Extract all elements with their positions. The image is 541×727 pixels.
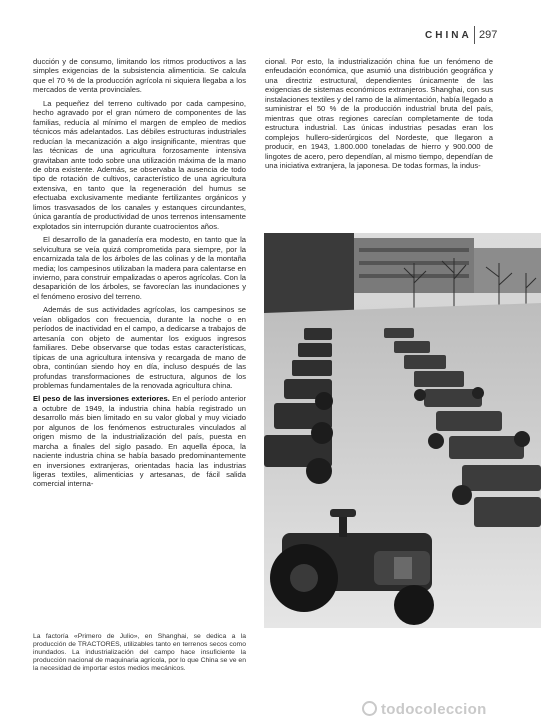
right-text-column — [265, 57, 493, 174]
watermark-text: todocoleccion — [381, 701, 487, 718]
subsection-heading: El peso de las inversiones exteriores. — [33, 394, 170, 404]
watermark-logo-icon — [362, 701, 377, 716]
paragraph: ducción y de consumo, limitando los ritmos productivos a las simples exigencias de la subsistencia alimenticia. Se calcula que el 70 % de la producción agrícola ni siquiera llegaba a los mercados de venta provinciales. — [33, 57, 246, 95]
watermark — [362, 701, 487, 718]
header-divider — [474, 26, 475, 44]
page-number: 297 — [479, 29, 498, 41]
section-title: CHINA — [425, 30, 472, 41]
subsection-paragraph — [33, 394, 246, 489]
page-header — [265, 26, 505, 48]
paragraph: cional. Por esto, la industrialización china fue un fenómeno de enfeudación económica, que asumió una distribución geográfica y una directriz estructural, dependientes únicamente de las exigencias de sistemas económicos extranjeros. Shanghai, con sus instalaciones textiles y del ramo de la alimentación, había llegado a suministrar el 50 % de la producción industrial bruta del país, mientras que otras regiones carecían completamente de toda estructura industrial. Las únicas industrias pesadas eran los complejos hullero-siderúrgicos del Nordeste, que llegaron a producir, en 1943, 1.800.000 toneladas de hierro y 900.000 de lingotes de acero, pero dependían, al mismo tiempo, dependían de una iniciativa extranjera, la japonesa. De todas formas, la indus- — [265, 57, 493, 170]
subsection-text: En el período anterior a octubre de 1949, la industria china había registrado un desarrollo más bien limitado en su valor global y muy viciado por algunos de los fenómenos estructurales vinculados al origen mismo de la industrialización del país, puesta en marcha a finales del siglo pasado. En aquella época, la naciente industria china se había basado predominantemente en inversiones extranjeras, orientadas hacia las industrias ligeras textiles, alimenticias y artesanas, de fácil salida comercial interna- — [33, 394, 246, 489]
left-text-column — [33, 57, 246, 493]
paragraph: La pequeñez del terreno cultivado por cada campesino, hecho agravado por el gran número de componentes de las familias, reducía al mínimo el margen de empleo de medios técnicos más adelantados. Las débiles estructuras industriales reducían la mecanización a algo insignificante, mientras que las técnicas de una agricultura forzosamente intensiva gravitaban ante todo sobre una utilización máxima de la mano de obra existente. Además, se observaba la ausencia de todo tipo de rotación de cultivos, característico de una agricultura extensiva, en tanto que la regeneración del humus se efectuaba exclusivamente mediante fertilizantes orgánicos y limos trasvasados de los canales y estanques circundantes, única garantía de productividad de unos terrenos intensamente explotados sin interrupción durante cuatrocientos años. — [33, 98, 246, 231]
paragraph: El desarrollo de la ganadería era modesto, en tanto que la selvicultura se veía quizá comprometida para siempre, por la encarnizada tala de los árboles de las colinas y de la montaña media; los campesinos utilizaban la madera para calentarse en invierno, para construir empalizadas o aperos agrícolas. Con la desaparición de los árboles, se favorecían las inundaciones y el fenómeno erosivo del terreno. — [33, 235, 246, 301]
tractor-factory-photo — [264, 233, 541, 628]
photo-caption: La factoría «Primero de Julio», en Shanghai, se dedica a la producción de TRACTORES, utilizables tanto en terrenos secos como inundados. La industrialización del campo hace insuficiente la producción nacional de maquinaria agrícola, por lo que China se ve en la necesidad de importar estos medios mecánicos. — [33, 633, 246, 672]
paragraph: Además de sus actividades agrícolas, los campesinos se veían obligados con frecuencia, durante la noche o en períodos de inactividad en el campo, a dedicarse a trabajos de artesanía con objeto de aumentar los exiguos ingresos familiares. Debe observarse que todas estas características, típicas de una agricultura intensiva y recargada de mano de obra, continúan siendo hoy en día, incluso después de las profundas transformaciones de estructura, algunos de los problemas fundamentales de la renovada agricultura china. — [33, 305, 246, 390]
